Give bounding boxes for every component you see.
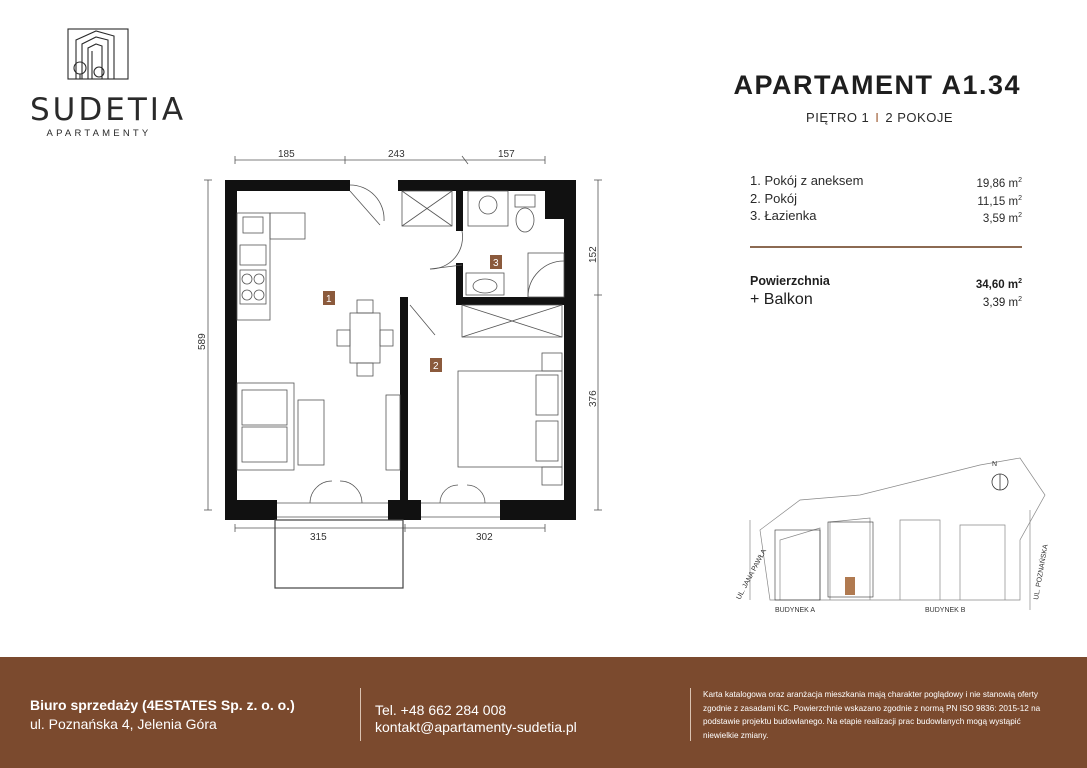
phone-link[interactable]: Tel. +48 662 284 008: [375, 702, 507, 718]
dim-right-lower: 376: [588, 390, 599, 407]
building-a-label: BUDYNEK A: [775, 607, 816, 614]
balcony-label: + Balkon: [750, 290, 813, 308]
room-tag-3: 3: [493, 258, 499, 269]
disclaimer: Karta katalogowa oraz aranżacja mieszkania mają charakter poglądowy i nie stanowią oferty zgodnie z zasadami KC. Powierzchnie wskazano zgodnie z normą PN ISO 9836: 2015-12 na podstawie projektu budowlanego. Na etapie realizacji prac budowlanych mogą wystąpić niewielkie zmiany.: [703, 690, 1041, 740]
room-tag-1: 1: [326, 294, 332, 305]
room-label: 3. Łazienka: [750, 208, 817, 223]
dim-right-upper: 152: [588, 246, 599, 263]
dim-top-3: 157: [498, 149, 515, 160]
apartment-marker: [845, 577, 855, 595]
dim-top-1: 185: [278, 149, 295, 160]
room-row: [750, 172, 1022, 190]
room-label: 2. Pokój: [750, 190, 797, 206]
north-label: N: [992, 461, 998, 468]
floor-plan: [190, 145, 610, 595]
room-tag-2: 2: [433, 361, 439, 372]
room-row: [750, 207, 1022, 225]
site-plan: [720, 450, 1060, 625]
room-area: 11,15 $m^2$: [977, 194, 1022, 208]
apartment-title: APARTAMENT A1.34: [733, 70, 1021, 100]
brand-name: SUDETIA: [30, 92, 187, 128]
dim-left: 589: [197, 333, 208, 350]
street-left: UL. JANA PAWŁA: [735, 548, 769, 601]
apartment-subtitle: [806, 110, 953, 125]
area-summary: [750, 273, 1022, 308]
room-label: 1. Pokój z aneksem: [750, 173, 864, 188]
dim-bottom-1: 315: [310, 532, 327, 543]
floor-label: PIĘTRO 1: [806, 110, 870, 125]
room-area: 19,86 $m^2$: [976, 177, 1022, 190]
surface-label: Powierzchnia: [750, 274, 830, 288]
logo-icon: [66, 28, 130, 80]
street-right: UL. POZNAŃSKA: [1033, 543, 1050, 601]
footer-divider: [360, 688, 361, 741]
footer-divider: [690, 688, 691, 741]
dim-bottom-2: 302: [476, 532, 493, 543]
dim-top-2: 243: [388, 149, 405, 160]
room-list: [750, 172, 1022, 225]
balcony-outline: [275, 520, 403, 588]
balcony-value: 3,39 $m^2$: [982, 295, 1022, 309]
rooms-count: 2 POKOJE: [885, 110, 953, 125]
room-row: [750, 190, 1022, 208]
separator: I: [875, 110, 880, 125]
email-link[interactable]: kontakt@apartamenty-sudetia.pl: [375, 719, 577, 735]
room-area: 3,59 $m^2$: [982, 212, 1022, 225]
office-address: ul. Poznańska 4, Jelenia Góra: [30, 716, 217, 732]
office-title: Biuro sprzedaży (4ESTATES Sp. z. o. o.): [30, 697, 295, 713]
brand-subtitle: APARTAMENTY: [46, 128, 152, 139]
divider: [750, 246, 1022, 248]
surface-value: 34,60 $m^2$: [975, 278, 1022, 291]
building-b-label: BUDYNEK B: [925, 607, 966, 614]
